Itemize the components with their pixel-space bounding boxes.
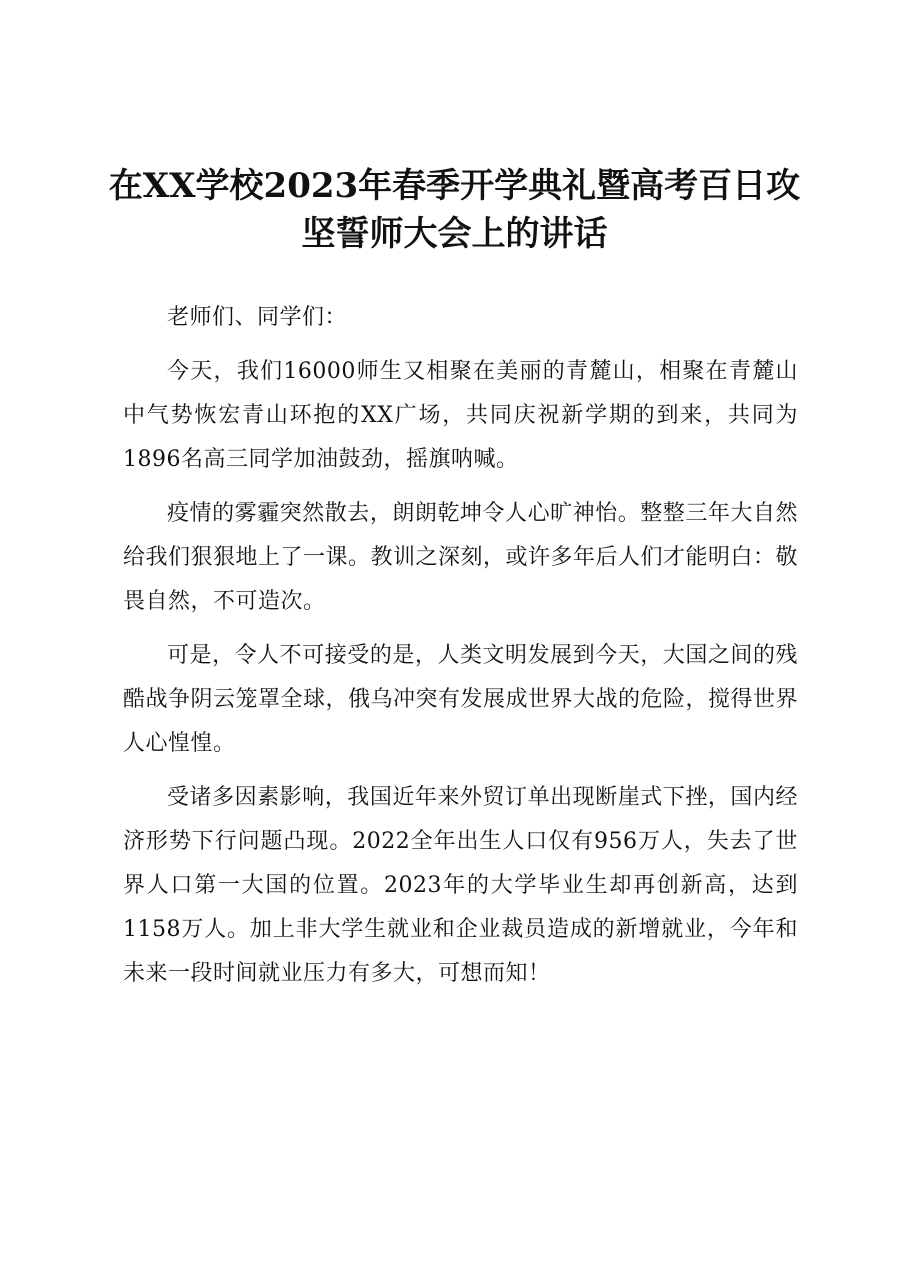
paragraph-3: 可是，令人不可接受的是，人类文明发展到今天，大国之间的残酷战争阴云笼罩全球，俄乌冲突有发展成世界大战的危险，搅得世界人心惶惶。	[123, 643, 799, 756]
paragraph-4: 受诸多因素影响，我国近年来外贸订单出现断崖式下挫，国内经济形势下行问题凸现。2022全年出生人口仅有956万人，失去了世界人口第一大国的位置。2023年的大学毕业生却再创新高，达到1158万人。加上非大学生就业和企业裁员造成的新增就业，今年和未来一段时间就业压力有多大，可想而知！	[123, 785, 798, 986]
paragraph-2: 疫情的雾霾突然散去，朗朗乾坤令人心旷神怡。整整三年大自然给我们狠狠地上了一课。教训之深刻，或许多年后人们才能明白：敬畏自然，不可造次。	[123, 501, 799, 614]
title-line-1: 在XX学校2023年春季开学典礼暨高考百日攻	[108, 166, 801, 206]
greeting: 老师们、同学们：	[167, 305, 348, 330]
paragraph-1: 今天，我们16000师生又相聚在美丽的青麓山，相聚在青麓山中气势恢宏青山环抱的XX广场，共同庆祝新学期的到来，共同为1896名高三同学加油鼓劲，摇旗呐喊。	[123, 359, 798, 472]
document-title	[100, 162, 809, 258]
title-line-2: 坚誓师大会上的讲话	[301, 214, 608, 254]
document-body	[123, 296, 798, 1006]
